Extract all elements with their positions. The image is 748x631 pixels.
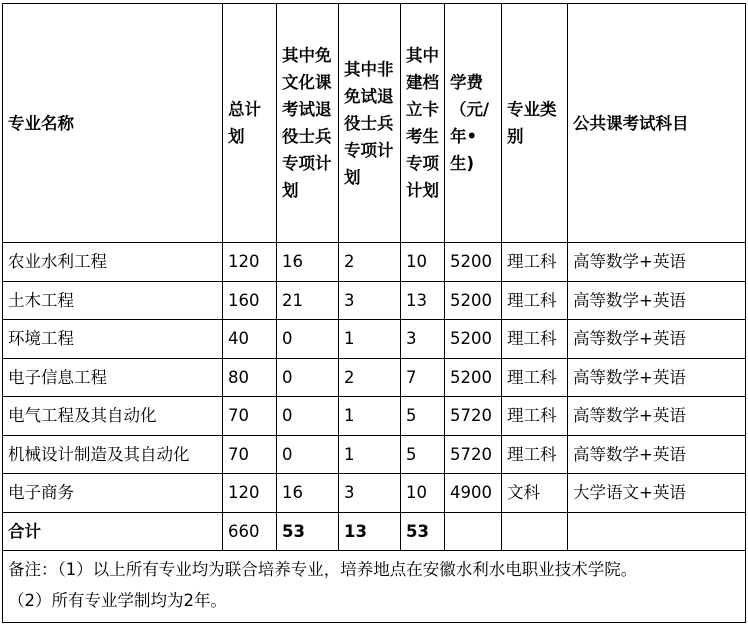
header-total-plan: 总计划 xyxy=(223,4,277,243)
enrollment-plan-table xyxy=(2,3,746,623)
header-exempt-veteran-plan: 其中免文化课考试退役士兵专项计划 xyxy=(277,4,339,243)
table-row xyxy=(3,320,746,359)
table-row xyxy=(3,243,746,282)
header-tuition: 学费（元/年•生) xyxy=(445,4,502,243)
poverty-student-plan: 5 xyxy=(401,435,445,474)
header-non-exempt-veteran-plan: 其中非免试退役士兵专项计划 xyxy=(339,4,401,243)
total-label: 合计 xyxy=(3,512,223,551)
non-exempt-veteran-plan: 3 xyxy=(339,474,401,513)
major-name: 农业水利工程 xyxy=(3,243,223,282)
note-line-1: 备注：（1）以上所有专业均为联合培养专业，培养地点在安徽水利水电职业技术学院。 xyxy=(8,560,638,579)
poverty-student-plan: 10 xyxy=(401,474,445,513)
non-exempt-veteran-plan: 3 xyxy=(339,281,401,320)
total-plan: 80 xyxy=(223,358,277,397)
tuition: 4900 xyxy=(445,474,502,513)
tuition: 5200 xyxy=(445,358,502,397)
exam-subjects: 高等数学+英语 xyxy=(568,281,746,320)
non-exempt-veteran-plan: 1 xyxy=(339,397,401,436)
header-row xyxy=(3,4,746,243)
tuition: 5720 xyxy=(445,397,502,436)
category: 文科 xyxy=(502,474,568,513)
poverty-student-plan: 10 xyxy=(401,243,445,282)
poverty-student-plan: 7 xyxy=(401,358,445,397)
major-name: 电气工程及其自动化 xyxy=(3,397,223,436)
major-name: 电子信息工程 xyxy=(3,358,223,397)
major-name: 电子商务 xyxy=(3,474,223,513)
category: 理工科 xyxy=(502,358,568,397)
exempt-veteran-plan: 21 xyxy=(277,281,339,320)
non-exempt-veteran-plan: 1 xyxy=(339,320,401,359)
poverty-student-plan: 3 xyxy=(401,320,445,359)
category: 理工科 xyxy=(502,320,568,359)
tuition: 5720 xyxy=(445,435,502,474)
category: 理工科 xyxy=(502,435,568,474)
exempt-veteran-plan-sum: 53 xyxy=(277,512,339,551)
exam-subjects: 高等数学+英语 xyxy=(568,397,746,436)
table-row xyxy=(3,281,746,320)
note-line-2: （2）所有专业学制均为2年。 xyxy=(8,591,227,610)
header-poverty-student-plan: 其中建档立卡考生专项计划 xyxy=(401,4,445,243)
table-row xyxy=(3,358,746,397)
non-exempt-veteran-plan: 2 xyxy=(339,243,401,282)
non-exempt-veteran-plan-sum: 13 xyxy=(339,512,401,551)
total-plan: 120 xyxy=(223,474,277,513)
total-plan-sum: 660 xyxy=(223,512,277,551)
exempt-veteran-plan: 0 xyxy=(277,435,339,474)
category: 理工科 xyxy=(502,281,568,320)
total-plan: 70 xyxy=(223,397,277,436)
non-exempt-veteran-plan: 1 xyxy=(339,435,401,474)
table-row xyxy=(3,397,746,436)
tuition: 5200 xyxy=(445,320,502,359)
exempt-veteran-plan: 0 xyxy=(277,397,339,436)
major-name: 机械设计制造及其自动化 xyxy=(3,435,223,474)
total-plan: 70 xyxy=(223,435,277,474)
header-exam-subjects: 公共课考试科目 xyxy=(568,4,746,243)
total-plan: 160 xyxy=(223,281,277,320)
exam-subjects: 高等数学+英语 xyxy=(568,435,746,474)
exempt-veteran-plan: 16 xyxy=(277,243,339,282)
total-row xyxy=(3,512,746,551)
poverty-student-plan-sum: 53 xyxy=(401,512,445,551)
total-plan: 120 xyxy=(223,243,277,282)
major-name: 土木工程 xyxy=(3,281,223,320)
header-major: 专业名称 xyxy=(3,4,223,243)
category: 理工科 xyxy=(502,397,568,436)
exam-subjects: 高等数学+英语 xyxy=(568,320,746,359)
exam-subjects: 高等数学+英语 xyxy=(568,243,746,282)
empty-cell xyxy=(502,512,568,551)
tuition: 5200 xyxy=(445,243,502,282)
exempt-veteran-plan: 0 xyxy=(277,358,339,397)
empty-cell xyxy=(568,512,746,551)
header-category: 专业类别 xyxy=(502,4,568,243)
exam-subjects: 高等数学+英语 xyxy=(568,358,746,397)
non-exempt-veteran-plan: 2 xyxy=(339,358,401,397)
major-name: 环境工程 xyxy=(3,320,223,359)
tuition: 5200 xyxy=(445,281,502,320)
exempt-veteran-plan: 0 xyxy=(277,320,339,359)
exempt-veteran-plan: 16 xyxy=(277,474,339,513)
poverty-student-plan: 13 xyxy=(401,281,445,320)
poverty-student-plan: 5 xyxy=(401,397,445,436)
total-plan: 40 xyxy=(223,320,277,359)
category: 理工科 xyxy=(502,243,568,282)
exam-subjects: 大学语文+英语 xyxy=(568,474,746,513)
notes-row xyxy=(3,551,746,623)
table-row xyxy=(3,435,746,474)
notes-cell xyxy=(3,551,746,623)
table-row xyxy=(3,474,746,513)
empty-cell xyxy=(445,512,502,551)
